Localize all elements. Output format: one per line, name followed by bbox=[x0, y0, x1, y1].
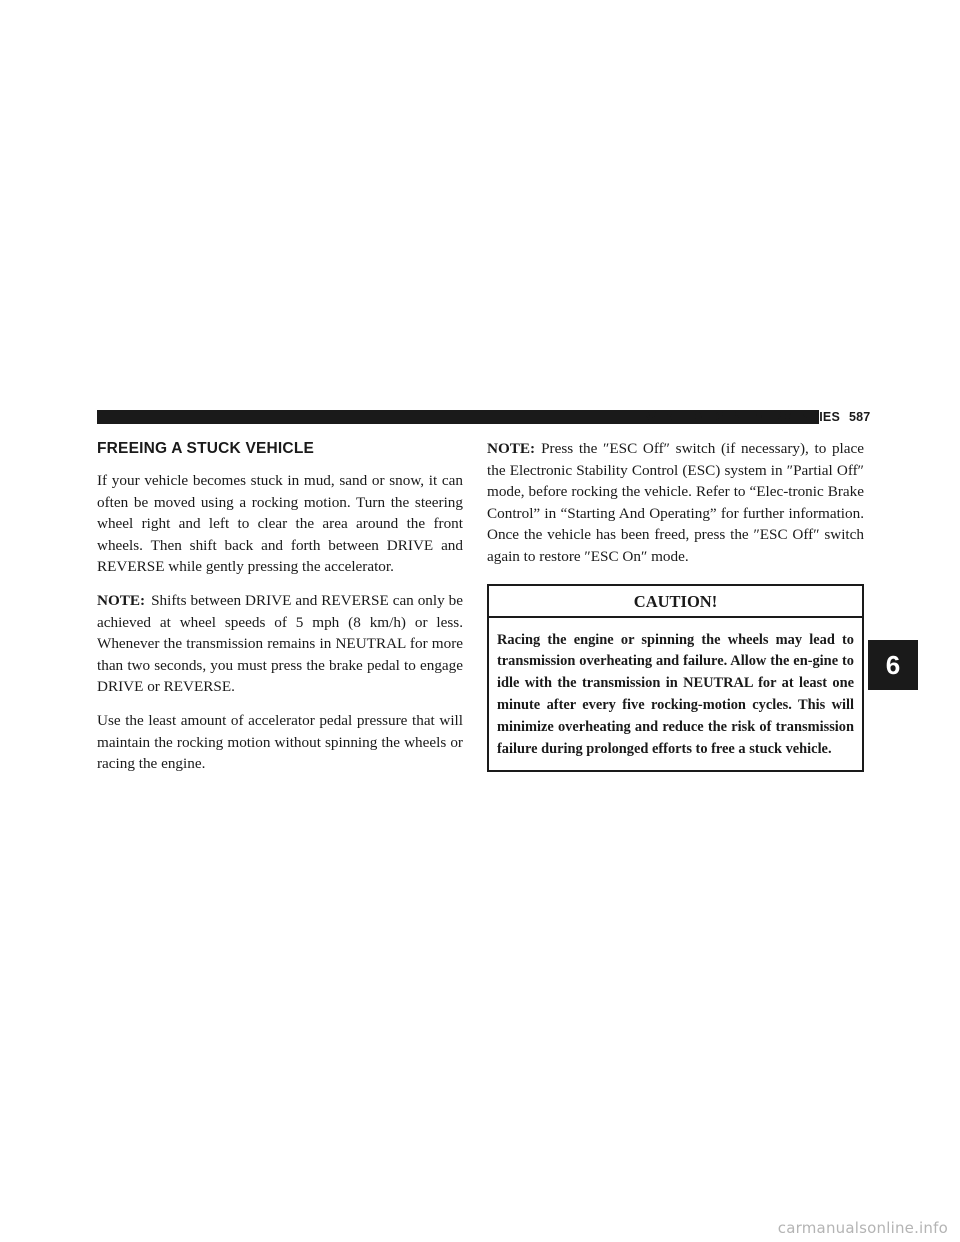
caution-box bbox=[487, 584, 864, 773]
body-paragraph: Use the least amount of accelerator pedal pressure that will maintain the rocking motion without spinning the wheels or racing the engine. bbox=[97, 711, 463, 773]
section-title: WHAT TO DO IN EMERGENCIES bbox=[643, 410, 840, 424]
note-label: NOTE: bbox=[487, 440, 536, 457]
section-heading: FREEING A STUCK VEHICLE bbox=[97, 440, 315, 457]
caution-title: CAUTION! bbox=[489, 586, 862, 618]
body-paragraph: If your vehicle becomes stuck in mud, sand or snow, it can often be moved using a rocking motion. Turn the steering wheel right and left to clear the area around the front wheels. Then shift back and forth between DRIVE and REVERSE while gently pressing the accelerator. bbox=[97, 472, 463, 576]
running-header bbox=[643, 409, 886, 425]
chapter-tab: 6 bbox=[868, 640, 918, 690]
note-text: Shifts between DRIVE and REVERSE can only be achieved at wheel speeds of 5 mph (8 km/h) or less. Whenever the transmission remains in NEUTRAL for more than two seconds, you must press the brake pedal to engage DRIVE or REVERSE. bbox=[97, 591, 463, 696]
note-paragraph bbox=[97, 590, 463, 698]
note-text: Press the ″ESC Off″ switch (if necessary), to place the Electronic Stability Control (ESC) system in ″Partial Off″ mode, before rocking the vehicle. Refer to “Elec-tronic Brake Control” in “Starting And Operating” for further information. Once the vehicle has been freed, press the ″ESC Off″ switch again to restore ″ESC On″ mode. bbox=[487, 440, 864, 565]
page-number: 587 bbox=[849, 410, 871, 424]
note-paragraph bbox=[487, 438, 864, 568]
note-label: NOTE: bbox=[97, 591, 146, 609]
watermark: carmanualsonline.info bbox=[777, 1219, 948, 1237]
left-column bbox=[97, 438, 463, 787]
caution-text: Racing the engine or spinning the wheels may lead to transmission overheating and failure. Allow the en-gine to idle with the transmission in NEUTRAL for at least one minute after every five rocking-motion cycles. This will minimize overheating and reduce the risk of transmission failure during prolonged efforts to free a stuck vehicle. bbox=[497, 631, 854, 757]
right-column bbox=[487, 438, 864, 772]
